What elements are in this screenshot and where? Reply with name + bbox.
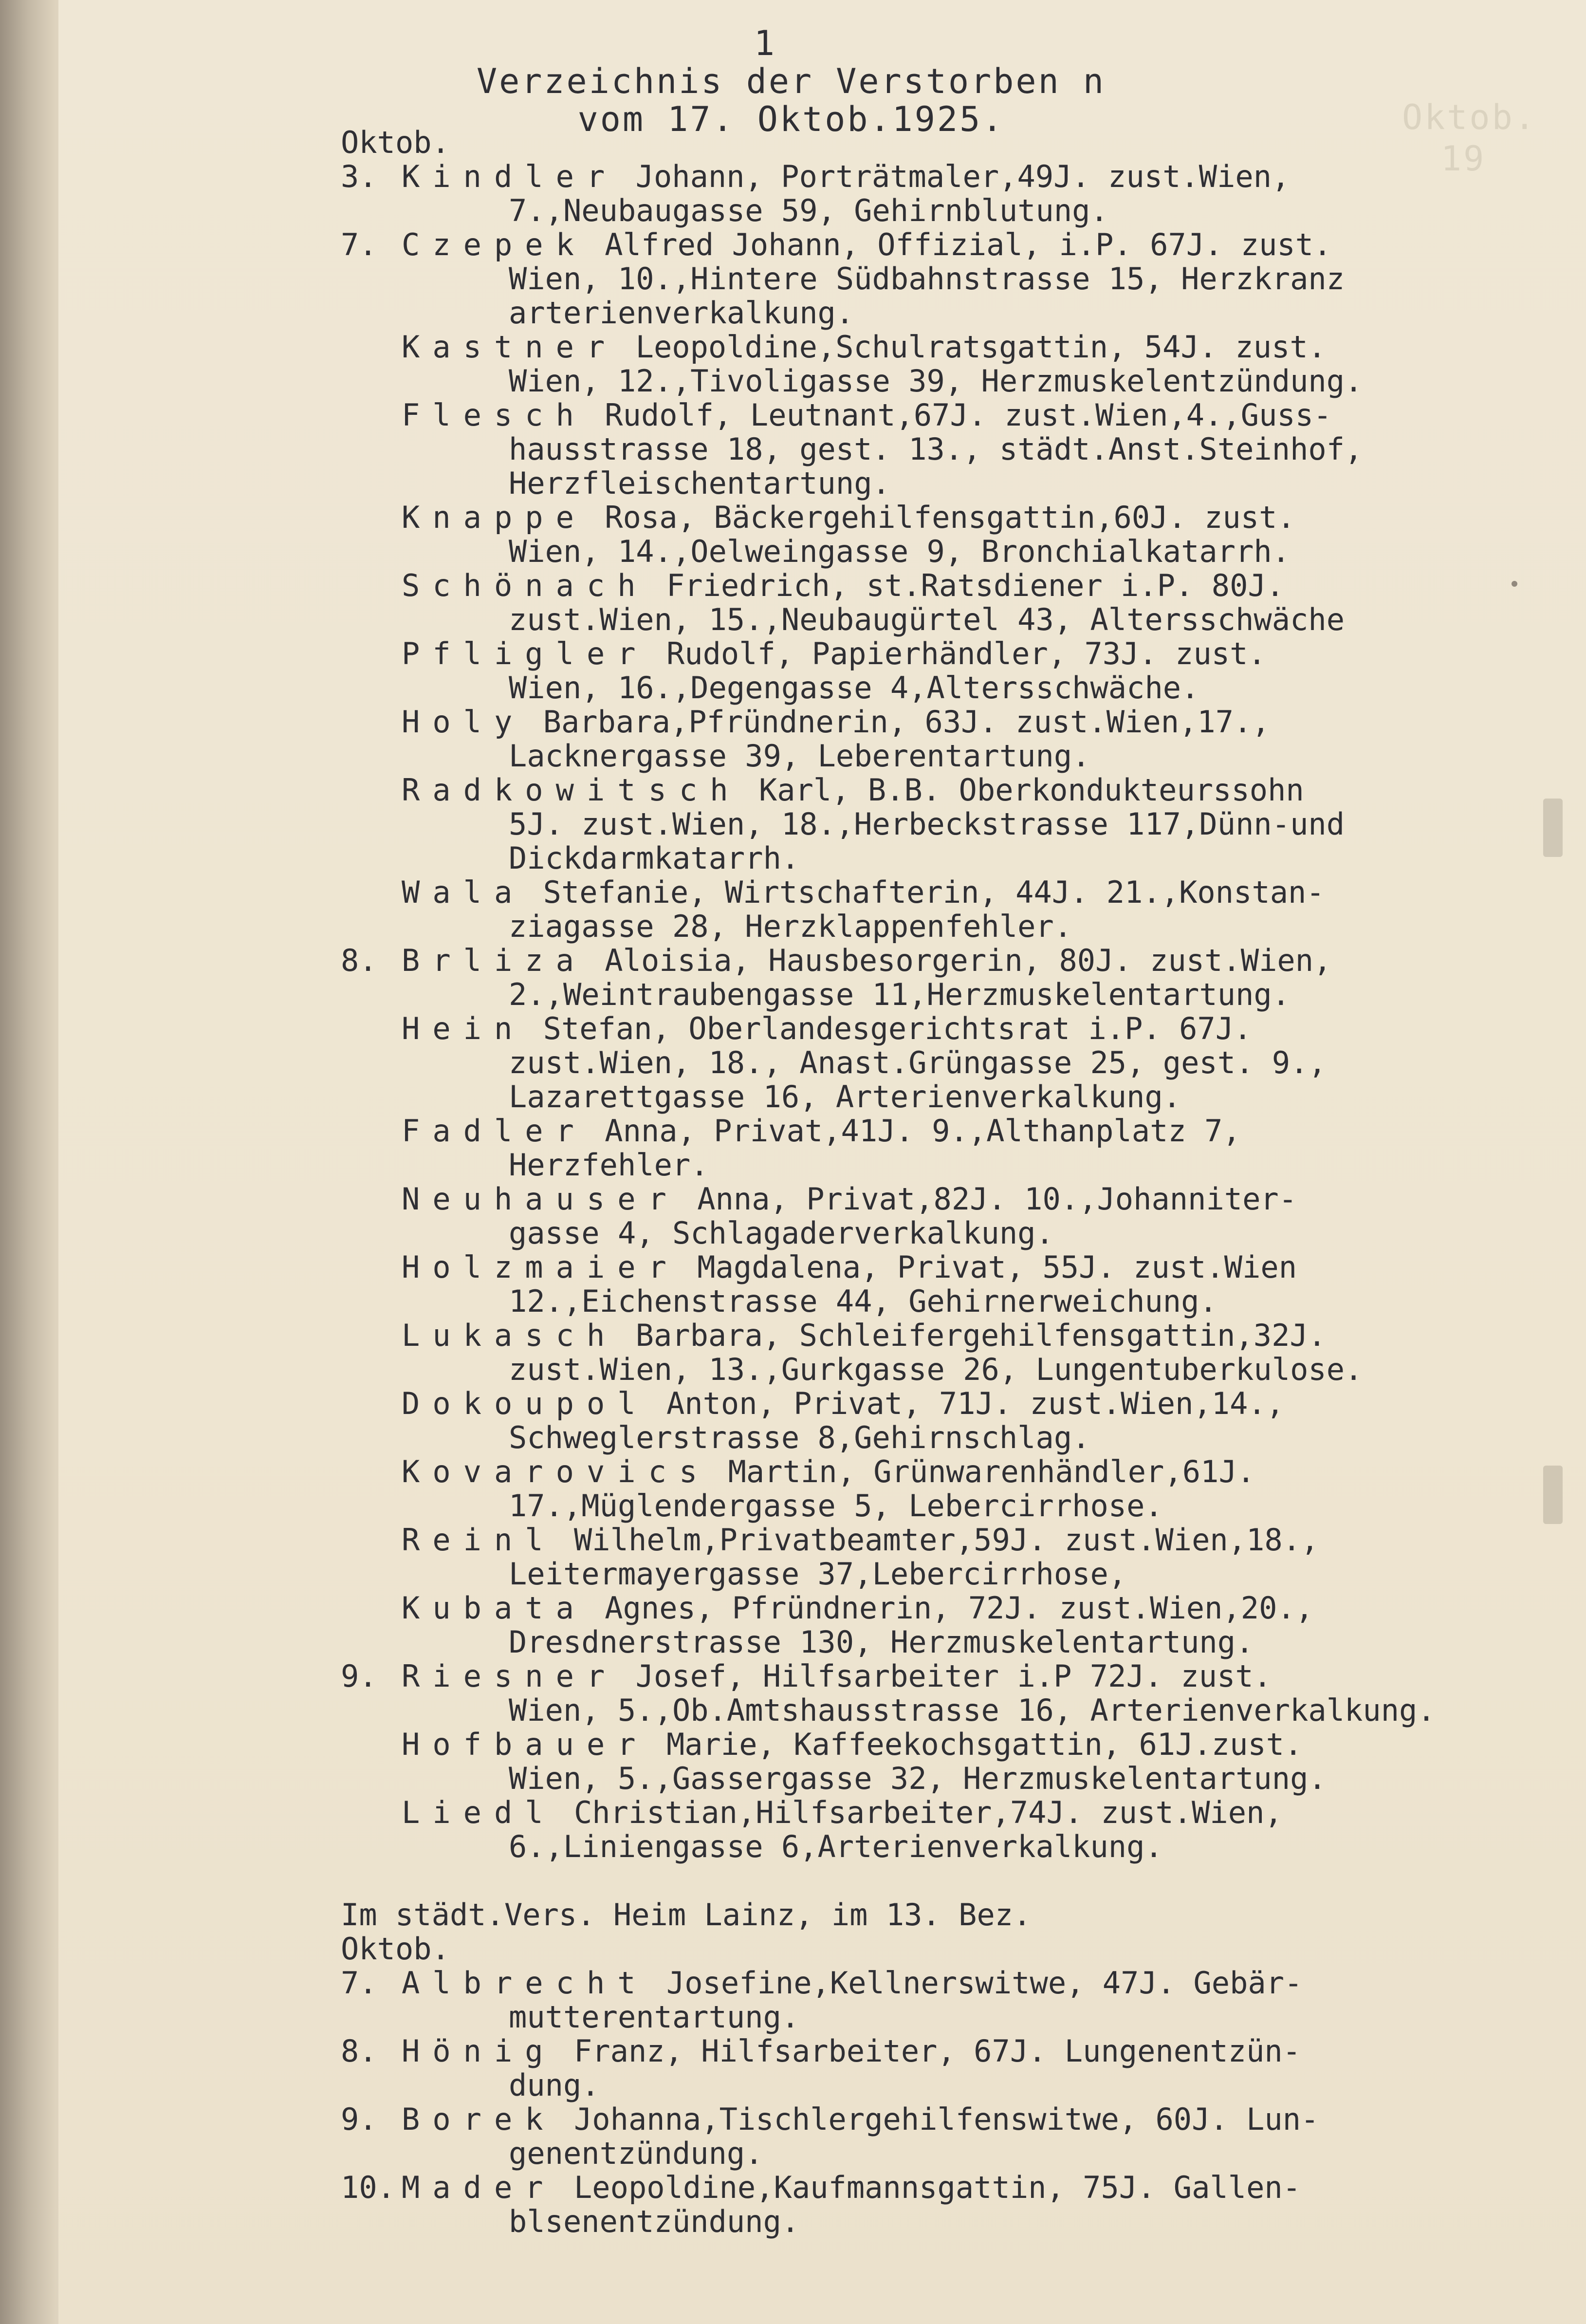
entry-first-line <box>341 1455 1499 1489</box>
entry-details: Johann, Porträtmaler,49J. zust.Wien, <box>635 159 1290 194</box>
entry-surname: Hein <box>402 1011 525 1046</box>
entry-details: Agnes, Pfründnerin, 72J. zust.Wien,20., <box>605 1590 1314 1626</box>
entry-continuation: 12.,Eichenstrasse 44, Gehirnerweichung. <box>509 1283 1217 1319</box>
entry-day: 8. <box>341 943 377 978</box>
entry-continuation: zust.Wien, 15.,Neubaugürtel 43, Altersschwäche <box>509 602 1345 637</box>
entry-continuation: Wien, 12.,Tivoligasse 39, Herzmuskelentzündung. <box>509 363 1363 399</box>
register-list <box>341 1966 1499 2239</box>
entry-first-line <box>341 1319 1499 1353</box>
entry-first-line <box>341 1659 1499 1693</box>
entry-first-line <box>341 569 1499 603</box>
entry-surname: Reinl <box>402 1522 556 1558</box>
entry-continuation: hausstrasse 18, gest. 13., städt.Anst.Steinhof, Herzfleischentartung. <box>509 431 1363 501</box>
entry-continuation: Leitermayergasse 37,Lebercirrhose, <box>509 1556 1127 1592</box>
month-heading: Oktob. <box>341 1931 450 1967</box>
death-register <box>341 126 1499 2239</box>
register-entry <box>341 2102 1499 2171</box>
entry-continuation: Lacknergasse 39, Leberentartung. <box>509 738 1090 774</box>
entry-first-line <box>341 1387 1499 1421</box>
entry-first-line <box>341 1966 1499 2000</box>
entry-surname: Kubata <box>402 1590 587 1626</box>
entry-details: Karl, B.B. Oberkondukteurssohn <box>758 772 1304 808</box>
entry-surname: Hofbauer <box>402 1727 648 1762</box>
entry-first-line <box>341 1796 1499 1830</box>
entry-details: Wilhelm,Privatbeamter,59J. zust.Wien,18., <box>573 1522 1319 1558</box>
entry-details: Aloisia, Hausbesorgerin, 80J. zust.Wien, <box>605 943 1332 978</box>
bleed-through-text: Oktob. <box>1402 97 1537 137</box>
entry-first-line <box>341 330 1499 364</box>
entry-continuation: Wien, 5.,Ob.Amtshausstrasse 16, Arterienverkalkung. <box>509 1692 1436 1728</box>
entry-surname: Liedl <box>402 1795 556 1830</box>
entry-surname: Flesch <box>402 397 587 433</box>
register-list <box>341 160 1499 1864</box>
entry-first-line <box>341 2102 1499 2137</box>
entry-details: Magdalena, Privat, 55J. zust.Wien <box>697 1249 1297 1285</box>
entry-first-line <box>341 705 1499 739</box>
entry-first-line <box>341 228 1499 262</box>
entry-surname: Kastner <box>402 329 618 365</box>
entry-continuation: blsenentzündung. <box>509 2204 800 2239</box>
binding-hole <box>1543 1466 1563 1524</box>
entry-details: Marie, Kaffeekochsgattin, 61J.zust. <box>666 1727 1303 1762</box>
entry-details: Anton, Privat, 71J. zust.Wien,14., <box>666 1386 1285 1421</box>
register-entry <box>341 637 1499 705</box>
entry-day: 9. <box>341 2101 377 2137</box>
entry-details: Barbara,Pfründnerin, 63J. zust.Wien,17., <box>543 704 1270 740</box>
entry-details: Stefanie, Wirtschafterin, 44J. 21.,Konstan- <box>543 874 1325 910</box>
entry-continuation: Wien, 16.,Degengasse 4,Altersschwäche. <box>509 670 1199 706</box>
entry-first-line <box>341 1114 1499 1148</box>
entry-first-line <box>341 501 1499 535</box>
entry-continuation: 6.,Liniengasse 6,Arterienverkalkung. <box>509 1829 1163 1864</box>
month-heading: Oktob. <box>341 125 450 160</box>
entry-surname: Brliza <box>402 943 587 978</box>
register-entry <box>341 1250 1499 1319</box>
entry-surname: Lukasch <box>402 1318 618 1353</box>
ink-spot <box>1512 581 1517 587</box>
register-entry <box>341 875 1499 944</box>
entry-continuation: 17.,Müglendergasse 5, Lebercirrhose. <box>509 1488 1163 1524</box>
entry-first-line <box>341 160 1499 194</box>
entry-first-line <box>341 2171 1499 2205</box>
entry-continuation: Herzfehler. <box>509 1147 709 1183</box>
register-entry <box>341 1591 1499 1659</box>
register-entry <box>341 569 1499 637</box>
entry-details: Leopoldine,Kaufmannsgattin, 75J. Gallen- <box>573 2170 1301 2205</box>
title-line: Verzeichnis der Verstorben n <box>476 61 1106 101</box>
entry-surname: Riesner <box>402 1658 618 1694</box>
entry-day: 10. <box>341 2170 395 2205</box>
register-entry <box>341 1012 1499 1114</box>
entry-details: Rosa, Bäckergehilfensgattin,60J. zust. <box>605 500 1295 535</box>
entry-continuation: ziagasse 28, Herzklappenfehler. <box>509 909 1072 944</box>
register-entry <box>341 1455 1499 1523</box>
entry-day: 9. <box>341 1658 377 1694</box>
entry-continuation: Wien, 5.,Gassergasse 32, Herzmuskelentartung. <box>509 1761 1327 1796</box>
register-entry <box>341 501 1499 569</box>
entry-surname: Hönig <box>402 2033 556 2069</box>
entry-first-line <box>341 1182 1499 1216</box>
entry-continuation: dung. <box>509 2067 600 2103</box>
entry-first-line <box>341 398 1499 432</box>
entry-continuation: zust.Wien, 13.,Gurkgasse 26, Lungentuberkulose. <box>509 1352 1363 1387</box>
entry-day: 8. <box>341 2033 377 2069</box>
entry-surname: Neuhauser <box>402 1181 679 1217</box>
entry-details: Barbara, Schleifergehilfensgattin,32J. <box>635 1318 1327 1353</box>
entry-details: Stefan, Oberlandesgerichtsrat i.P. 67J. <box>543 1011 1252 1046</box>
entry-day: 3. <box>341 159 377 194</box>
entry-first-line <box>341 637 1499 671</box>
entry-first-line <box>341 1591 1499 1625</box>
binding-hole <box>1543 799 1563 857</box>
entry-continuation: Wien, 10.,Hintere Südbahnstrasse 15, Herzkranz arterienverkalkung. <box>509 261 1345 331</box>
entry-continuation: 2.,Weintraubengasse 11,Herzmuskelentartung. <box>509 977 1291 1012</box>
entry-surname: Albrecht <box>402 1965 648 2001</box>
register-entry <box>341 1182 1499 1250</box>
register-entry <box>341 1728 1499 1796</box>
register-entry <box>341 398 1499 501</box>
entry-first-line <box>341 1012 1499 1046</box>
entry-first-line <box>341 773 1499 807</box>
entry-details: Martin, Grünwarenhändler,61J. <box>728 1454 1255 1489</box>
entry-first-line <box>341 2034 1499 2068</box>
entry-surname: Kovarovics <box>402 1454 710 1489</box>
entry-continuation: mutterentartung. <box>509 1999 800 2035</box>
register-entry <box>341 1387 1499 1455</box>
entry-first-line <box>341 1250 1499 1284</box>
entry-details: Franz, Hilfsarbeiter, 67J. Lungenentzün- <box>573 2033 1301 2069</box>
entry-continuation: Schweglerstrasse 8,Gehirnschlag. <box>509 1420 1090 1455</box>
entry-surname: Holzmaier <box>402 1249 679 1285</box>
entry-continuation: zust.Wien, 18., Anast.Grüngasse 25, gest. 9., Lazarettgasse 16, Arterienverkalkung. <box>509 1045 1327 1115</box>
register-entry <box>341 1319 1499 1387</box>
entry-continuation: 5J. zust.Wien, 18.,Herbeckstrasse 117,Dünn-und Dickdarmkatarrh. <box>509 806 1345 876</box>
entry-details: Anna, Privat,41J. 9.,Althanplatz 7, <box>605 1113 1241 1149</box>
entry-details: Christian,Hilfsarbeiter,74J. zust.Wien, <box>573 1795 1283 1830</box>
entry-details: Rudolf, Leutnant,67J. zust.Wien,4.,Guss- <box>605 397 1332 433</box>
bleed-through-text: 19 <box>1441 139 1486 179</box>
entry-first-line <box>341 875 1499 910</box>
entry-day: 7. <box>341 227 377 262</box>
entry-surname: Mader <box>402 2170 556 2205</box>
entry-continuation: 7.,Neubaugasse 59, Gehirnblutung. <box>509 193 1108 228</box>
entry-surname: Wala <box>402 874 525 910</box>
register-entry <box>341 1796 1499 1864</box>
entry-details: Anna, Privat,82J. 10.,Johanniter- <box>697 1181 1297 1217</box>
entry-surname: Pfligler <box>402 636 648 671</box>
register-entry <box>341 773 1499 875</box>
entry-continuation: Dresdnerstrasse 130, Herzmuskelentartung. <box>509 1624 1254 1660</box>
register-entry <box>341 2171 1499 2239</box>
entry-surname: Holy <box>402 704 525 740</box>
register-entry <box>341 2034 1499 2102</box>
entry-details: Friedrich, st.Ratsdiener i.P. 80J. <box>666 568 1285 603</box>
entry-details: Leopoldine,Schulratsgattin, 54J. zust. <box>635 329 1327 365</box>
register-entry <box>341 330 1499 398</box>
register-entry <box>341 1966 1499 2034</box>
entry-details: Rudolf, Papierhändler, 73J. zust. <box>666 636 1266 671</box>
entry-surname: Kindler <box>402 159 618 194</box>
entry-continuation: gasse 4, Schlagaderverkalkung. <box>509 1215 1054 1251</box>
register-entry <box>341 160 1499 228</box>
entry-surname: Czepek <box>402 227 587 262</box>
register-entry <box>341 1523 1499 1591</box>
entry-first-line <box>341 1523 1499 1557</box>
entry-surname: Radkowitsch <box>402 772 741 808</box>
register-entry <box>341 1659 1499 1728</box>
entry-first-line <box>341 944 1499 978</box>
entry-details: Alfred Johann, Offizial, i.P. 67J. zust. <box>605 227 1332 262</box>
register-entry <box>341 1114 1499 1182</box>
page-number: 1 <box>754 23 775 63</box>
entry-surname: Borek <box>402 2101 556 2137</box>
entry-surname: Knappe <box>402 500 587 535</box>
entry-details: Josefine,Kellnerswitwe, 47J. Gebär- <box>666 1965 1303 2001</box>
entry-first-line <box>341 1728 1499 1762</box>
entry-continuation: Wien, 14.,Oelweingasse 9, Bronchialkatarrh. <box>509 534 1291 569</box>
title-line: vom 17. Oktob.1925. <box>577 99 1005 139</box>
section-heading: Im städt.Vers. Heim Lainz, im 13. Bez. <box>341 1897 1032 1933</box>
entry-surname: Fadler <box>402 1113 587 1149</box>
entry-day: 7. <box>341 1965 377 2001</box>
register-entry <box>341 228 1499 330</box>
entry-continuation: genentzündung. <box>509 2136 763 2171</box>
entry-details: Johanna,Tischlergehilfenswitwe, 60J. Lun- <box>573 2101 1319 2137</box>
register-entry <box>341 944 1499 1012</box>
register-entry <box>341 705 1499 773</box>
entry-surname: Dokoupol <box>402 1386 648 1421</box>
entry-surname: Schönach <box>402 568 648 603</box>
entry-details: Josef, Hilfsarbeiter i.P 72J. zust. <box>635 1658 1272 1694</box>
